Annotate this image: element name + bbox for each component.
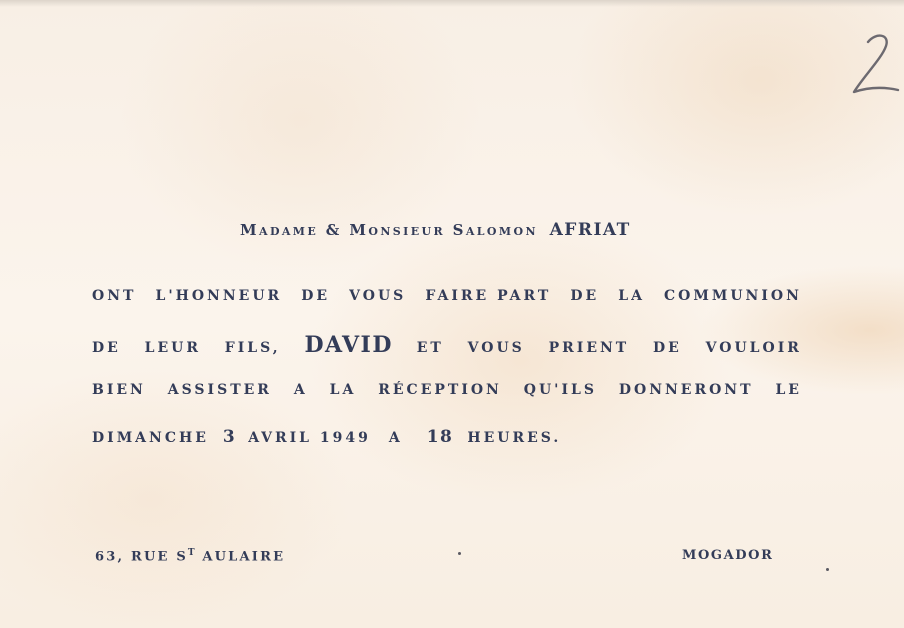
son-name: DAVID bbox=[304, 332, 393, 358]
announcement-line-3 bbox=[92, 382, 802, 398]
word: DE bbox=[653, 340, 682, 356]
word: COMMUNION bbox=[664, 288, 802, 304]
handwritten-number-mark bbox=[846, 28, 902, 100]
address-line bbox=[95, 548, 285, 564]
word: L'HONNEUR bbox=[155, 288, 283, 304]
word: ONT bbox=[92, 288, 137, 304]
date-number: 3 bbox=[222, 427, 237, 447]
announcement-line-1 bbox=[92, 288, 802, 304]
word: DONNERONT bbox=[618, 382, 754, 398]
address-street-name: AULAIRE bbox=[202, 549, 286, 565]
card-top-edge bbox=[0, 0, 904, 7]
word: RÉCEPTION bbox=[378, 382, 502, 398]
hour-number: 18 bbox=[426, 427, 454, 447]
word: LEUR bbox=[144, 340, 201, 356]
word: DE bbox=[301, 288, 331, 304]
word: DE bbox=[570, 288, 600, 304]
word: VOUS bbox=[467, 340, 525, 356]
word: LA bbox=[618, 288, 645, 304]
day-word: DIMANCHE bbox=[92, 430, 209, 446]
word: VOUS bbox=[349, 288, 407, 304]
announcement-line-2 bbox=[92, 332, 802, 358]
paper-speck bbox=[458, 552, 461, 555]
address-number: 63, bbox=[95, 549, 125, 565]
word: ET bbox=[416, 340, 444, 356]
hosts-line bbox=[240, 220, 800, 240]
word: A bbox=[293, 382, 308, 398]
hours-word: HEURES. bbox=[467, 430, 562, 446]
month-year: AVRIL 1949 bbox=[248, 430, 371, 446]
word: QU'ILS bbox=[523, 382, 597, 398]
word: DE bbox=[92, 340, 121, 356]
word: LA bbox=[329, 382, 357, 398]
announcement-line-4 bbox=[92, 427, 561, 447]
city-name: MOGADOR bbox=[682, 548, 774, 563]
word: PRIENT bbox=[548, 340, 630, 356]
word: ASSISTER bbox=[167, 382, 272, 398]
hosts-prefix: Madame & Monsieur Salomon bbox=[240, 221, 538, 239]
word: BIEN bbox=[92, 382, 146, 398]
word: FAIRE PART bbox=[425, 288, 552, 304]
word: LE bbox=[775, 382, 802, 398]
hosts-surname: AFRIAT bbox=[549, 220, 631, 240]
word: FILS, bbox=[224, 340, 281, 356]
address-street-prefix: RUE S bbox=[130, 549, 188, 565]
paper-speck bbox=[826, 568, 829, 571]
word: VOULOIR bbox=[705, 340, 802, 356]
word: A bbox=[388, 430, 403, 446]
address-street-sup: T bbox=[187, 548, 196, 558]
